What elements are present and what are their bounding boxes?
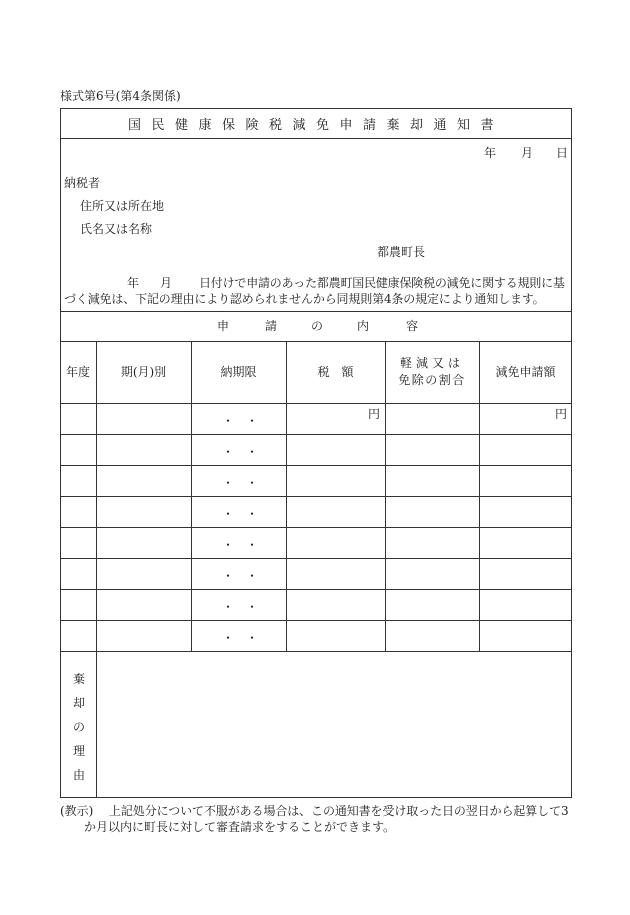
col-header-ratio	[385, 341, 479, 403]
reason-char-4: 理	[73, 744, 86, 758]
row-line	[60, 434, 572, 435]
form-label: 様式第6号(第4条関係)	[60, 89, 181, 103]
col-header-year: 年度	[65, 364, 90, 379]
body-year: 年	[127, 276, 140, 290]
col-header-period: 期(月)別	[120, 364, 167, 379]
due-date-cell: ・ ・	[222, 569, 259, 583]
section-char-1: 申	[217, 319, 230, 333]
reason-char-3: の	[73, 720, 86, 734]
notice-line2: か月以内に町長に対して審査請求をすることができます。	[84, 820, 396, 834]
address-label: 住所又は所在地	[80, 199, 165, 213]
taxpayer-label: 納税者	[64, 176, 101, 190]
col-header-tax: 税 額	[317, 364, 354, 379]
name-label: 氏名又は名称	[80, 222, 153, 236]
row-line	[60, 465, 572, 466]
row-line	[60, 558, 572, 559]
col-line-1	[96, 341, 97, 651]
col-header-due: 納期限	[220, 364, 257, 379]
date-year: 年	[484, 146, 497, 160]
body-month: 月	[160, 276, 173, 290]
issuer: 都農町長	[377, 245, 426, 259]
row-line	[60, 651, 572, 652]
reason-divider	[96, 651, 97, 798]
col-line-4	[385, 341, 386, 651]
row-line	[60, 403, 572, 404]
row-line	[60, 620, 572, 621]
reason-char-5: 由	[73, 768, 86, 782]
document-title	[60, 108, 572, 138]
section-char-4: 内	[357, 319, 370, 333]
col-header-ratio-line2: 免除の割合	[398, 373, 466, 387]
document-title-text: 国民健康保険税減免申請棄却通知書	[127, 117, 504, 133]
section-char-2: 請	[265, 319, 278, 333]
due-date-cell: ・ ・	[222, 507, 259, 521]
reason-char-1: 棄	[73, 672, 86, 686]
row-line	[60, 527, 572, 528]
divider-title	[60, 138, 572, 139]
col-header-ratio-line1: 軽減又は	[399, 356, 464, 370]
due-date-cell: ・ ・	[222, 631, 259, 645]
due-date-cell: ・ ・	[222, 600, 259, 614]
due-date-cell: ・ ・	[222, 445, 259, 459]
col-header-amount: 減免申請額	[495, 364, 556, 379]
due-date-cell: ・ ・	[222, 414, 259, 428]
row-line	[60, 589, 572, 590]
body-line2: づく減免は、下記の理由により認められませんから同規則第4条の規定により通知します。	[64, 292, 545, 306]
tax-yen-unit: 円	[368, 407, 381, 421]
body-line1: 日付けで申請のあった都農町国民健康保険税の減免に関する規則に基	[199, 276, 565, 290]
due-date-cell: ・ ・	[222, 538, 259, 552]
col-line-5	[479, 341, 480, 651]
date-month: 月	[521, 146, 534, 160]
amount-yen-unit: 円	[555, 407, 568, 421]
due-date-cell: ・ ・	[222, 476, 259, 490]
section-char-3: の	[311, 319, 324, 333]
col-line-3	[286, 341, 287, 651]
section-char-5: 容	[406, 319, 419, 333]
notice-line1: 上記処分について不服がある場合は、この通知書を受け取った日の翌日から起算して3	[109, 804, 569, 818]
col-line-2	[191, 341, 192, 651]
date-day: 日	[556, 146, 569, 160]
row-line	[60, 496, 572, 497]
reason-char-2: 却	[73, 696, 86, 710]
notice-label: (教示)	[60, 804, 94, 818]
divider-body	[60, 311, 572, 312]
